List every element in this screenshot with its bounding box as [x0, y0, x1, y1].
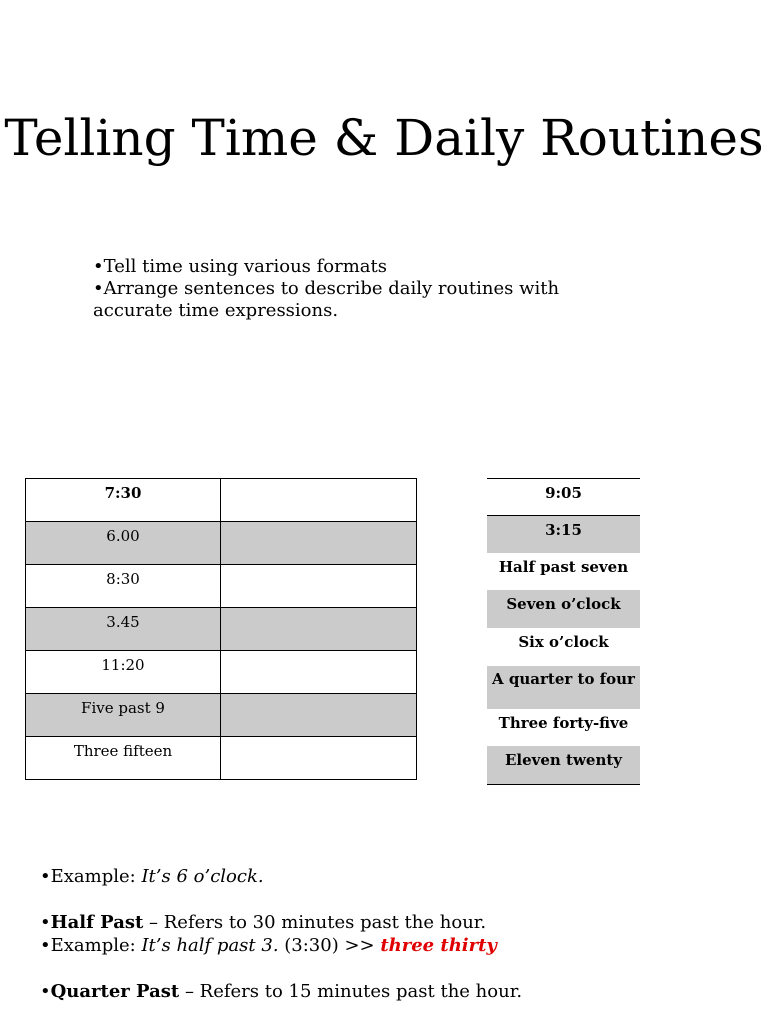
page-title: Telling Time & Daily Routines [4, 109, 764, 167]
answer-cell[interactable] [221, 479, 417, 522]
table-row [26, 565, 417, 608]
answer-cell[interactable] [221, 651, 417, 694]
term-quarter-past: Quarter Past [50, 981, 180, 1002]
example-oclock: It’s 6 o’clock. [141, 866, 264, 887]
time-cell: 7:30 [26, 479, 221, 522]
time-matching-table [25, 478, 417, 780]
list-item[interactable]: Six o’clock [518, 633, 609, 651]
answer-cell[interactable] [221, 565, 417, 608]
table-row [26, 479, 417, 522]
time-cell: 3.45 [26, 608, 221, 651]
time-cell: 6.00 [26, 522, 221, 565]
time-cell: Five past 9 [26, 694, 221, 737]
answer-cell[interactable] [221, 608, 417, 651]
answer-cell[interactable] [221, 737, 417, 780]
table-row [26, 608, 417, 651]
objectives-list [93, 256, 633, 322]
note-line: •Half Past – Refers to 30 minutes past the hour. [40, 912, 487, 933]
list-item[interactable]: Seven o’clock [487, 590, 640, 628]
answer-cell[interactable] [221, 522, 417, 565]
note-line: •Example: It’s 6 o’clock. [40, 866, 264, 887]
notes-section [40, 850, 560, 1024]
term-half-past: Half Past [50, 912, 144, 933]
list-item[interactable]: A quarter to four [487, 666, 640, 709]
list-item[interactable]: Three forty-five [498, 714, 629, 732]
table-row [26, 737, 417, 780]
table-row [26, 694, 417, 737]
note-line: •Quarter Past – Refers to 15 minutes past the hour. [40, 981, 523, 1002]
table-row [26, 651, 417, 694]
note-line: •Example: It’s half past 3. (3:30) >> three thirty [40, 935, 497, 956]
table-row [26, 522, 417, 565]
time-expressions-list [487, 478, 640, 785]
example-half-past: It’s half past 3. [141, 935, 279, 956]
answer-cell[interactable] [221, 694, 417, 737]
time-cell: Three fifteen [26, 737, 221, 780]
answer-highlight: three thirty [380, 935, 497, 956]
objective-item: •Tell time using various formats [93, 256, 387, 277]
list-item[interactable]: Half past seven [498, 558, 629, 576]
list-item[interactable]: 3:15 [487, 516, 640, 553]
time-cell: 11:20 [26, 651, 221, 694]
list-item[interactable]: Eleven twenty [487, 746, 640, 784]
list-item[interactable]: 9:05 [487, 479, 640, 516]
objective-item: •Arrange sentences to describe daily routines with accurate time expressions. [93, 278, 560, 321]
time-cell: 8:30 [26, 565, 221, 608]
